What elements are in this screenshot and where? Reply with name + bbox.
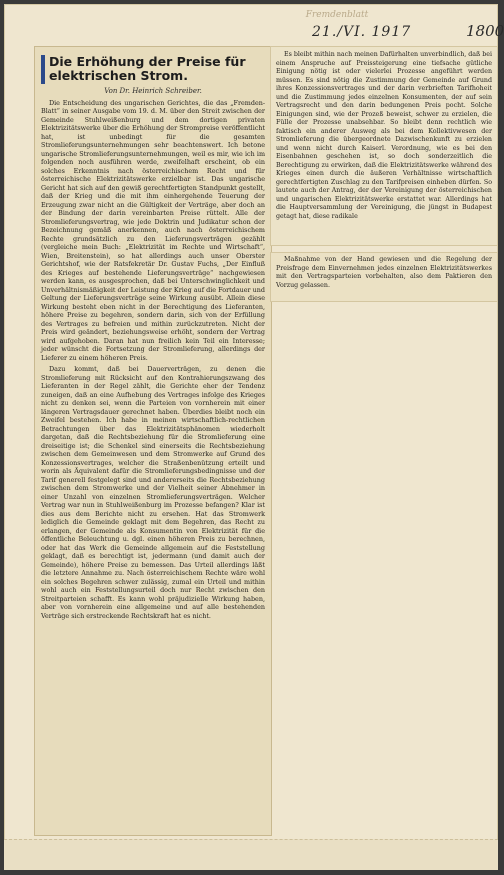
scrapbook-page [4, 4, 504, 870]
article-clipping-right-continuation [270, 252, 498, 302]
article-paragraph: Dazu kommt, daß bei Dauerverträgen, zu denen die Stromlieferung mit Rücksicht auf den Kontrahierungszwang des Lieferanten in der Regel zählt, die Gerichte eher der Tendenz zuneigen, daß an eine Aufhebung des Vertrages infolge des Krieges nicht zu denken sei, wenn die Parteien von vornherein mit einer längeren Vertragsdauer gerechnet haben. Überdies bleibt noch ein Zweifel bestehen. Ich habe in meinen wirtschaftlich-rechtlichen Betrachtungen über das Elektrizitätsphänomen wiederholt dargetan, daß die Rechtsbeziehung für die Stromlieferung eine dreiseitige ist; die Schenkel sind einerseits die Rechtsbeziehung zwischen dem Gemeinwesen und dem Stromwerke auf Grund des Konzessionsvertrages, welcher die Straßenbenützung erteilt und worin als Äquivalent dafür die Stromlieferungsbedingnisse und der Tarif generell festgelegt sind und andererseits die Rechtsbeziehung zwischen dem Stromwerke und der Vielheit seiner Abnehmer in einer Unzahl von einzelnen Stromlieferungsverträgen. Welcher Vertrag war nun in Stuhlweißenburg im Prozesse befangen? Klar ist dies aus dem Berichte nicht zu ersehen. Hat das Stromwerk lediglich die Gemeinde geklagt mit dem Begehren, das Recht zu erlangen, der Gemeinde als Konsumentin von Elektrizität für die öffentliche Beleuchtung u. dgl. einen höheren Preis zu berechnen, oder hat das Werk die Gemeinde allgemein auf die Feststellung geklagt, daß es berechtigt ist, jedermann (und damit auch der Gemeinde), höhere Preise zu bemessen. Das Urteil allerdings läßt die letztere Annahme zu. Nach österreichischem Rechte wäre wohl ein solches Begehren schwer zulässig, zumal ein Urteil und mithin wohl auch ein Feststellungsurteil doch nur Recht zwischen den Streitparteien schafft. Es kann wohl präjudizielle Wirkung haben, aber von vornherein eine allgemeine und auf alle bestehenden Verträge sich erstreckende Rechtskraft hat es nicht. [41, 365, 265, 620]
article-clipping-left-column [34, 46, 272, 836]
newspaper-masthead: Fremdenblatt [305, 10, 369, 20]
article-paragraph: Maßnahme von der Hand gewiesen und die Regelung der Preisfrage dem Einvernehmen jedes einzelnen Elektrizitätswerkes mit den Vertragsparteien vorbehalten, also dem Paktieren den Vorzug gelassen. [276, 256, 492, 289]
article-clipping-right-column [270, 46, 498, 246]
handwritten-date: 21./VI. 1917 [312, 24, 412, 40]
handwritten-number: 1800 [466, 22, 504, 40]
article-title: Die Erhöhung der Preise für elektrischen Strom. [41, 55, 265, 84]
article-paragraph: Es bleibt mithin nach meinen Dafürhalten unverbindlich, daß bei einem Anspruche auf Preissteigerung eine tiefsache gütliche Einigung nötig ist oder vielerlei Prozesse angeführt werden müssen. Es sind nötig die Zustimmung der Gemeinde auf Grund ihres Konzessionsvertrages und der darin verbrieften Tarifhoheit und die Zustimmung jedes einzelnen Konsumenten, der auf sein Vertragsrecht und den darin bedungenen Preis pocht. Solche Einigungen sind, wie der Prozeß beweist, schwer zu erzielen, die Fülle der Prozesse unabsehbar. So bleibt denn rechtlich wie faktisch ein anderer Ausweg als bei dem Kollektivwesen der Stromlieferung die übergeordnete Dazwischenkunft zu erzielen und wenn nicht durch Kaiserl. Verordnung, wie es bei den Eisenbahnen geschehen ist, so doch sonderzeitlich die Berechtigung zu erwirken, daß die Elektrizitätswerke während des Krieges einen durch die äußeren Verhältnisse wirtschaftlich gerechtfertigten Zuschlag zu den Tarifpreisen einheben dürfen. So lautete auch der Antrag, der der Vereinigung der österreichischen und ungarischen Elektrizitätswerke erstattet war. Allerdings hat die Hauptversammlung der Vereinigung, die jüngst in Budapest getagt hat, diese radikale [276, 51, 493, 220]
page-bottom-edge [4, 839, 498, 870]
article-byline: Von Dr. Heinrich Schreiber. [104, 86, 202, 95]
article-paragraph: Die Entscheidung des ungarischen Gerichtes, die das „Fremden-Blatt“ in seiner Ausgabe vom 19. d. M. über den Streit zwischen der Gemeinde Stuhlweißenburg und dem dortigen privaten Elektrizitätswerke über die Erhöhung der Strompreise veröffentlicht hat, ist unbedingt für die gesamten Stromlieferungsunternehmungen sehr beachtenswert. Ich betone ungarische Stromlieferungsunternehmungen, weil es mir, wie ich im folgenden noch ausführen werde, zweifelhaft erscheint, ob ein solches Erkenntnis nach österreichischem Recht und für österreichische Elektrizitätswerke erzielbar ist. Das ungarische Gericht hat sich auf den gewiß gerechtfertigten Standpunkt gestellt, daß der Krieg und die mit ihm einhergehende Teuerung der Erzeugung zwar nicht an die Gültigkeit der Verträge, aber doch an der Bindung der darin vereinbarten Preise rüttelt. Alle der Stromlieferungsvertrag, wie jede Doktrin und Judikatur schon der Bezeichnung gemäß anerkennen, auch nach österreichischem Rechte grundsätzlich zu den Lieferungsverträgen gezählt (vergleiche mein Buch: „Elektrizität im Rechte und Wirtschaft“, Wien, Breitenstein), so hat allerdings auch unser Oberster Gerichtshof, wie der Ratsfekretär Dr. Gustav Fuchs, „Der Einfluß des Krieges auf bestehende Lieferungsverträge“ nachgewiesen werden kann, es ausgesprochen, daß bei Unterschwinglichkeit und Unverhältnismäßigkeit der Leistung der Krieg auf die Fortdauer und Geltung der Lieferungsverträge seine Wirkung ausübt. Allein diese Wirkung besteht eben nicht in der Berechtigung des Lieferanten, höhere Preise zu begehren, sondern darin, sich von der Erfüllung des Vertrages zu befreien und mithin zurückzutreten. Nicht der Preis wird geändert, beziehungsweise erhöht, sondern der Vertrag wird aufgehoben. Daran hat nun freilich kein Teil ein Interesse; jeder wünscht die Fortsetzung der Stromlieferung, allerdings der Lieferer zu einem höheren Preis. [41, 98, 265, 362]
